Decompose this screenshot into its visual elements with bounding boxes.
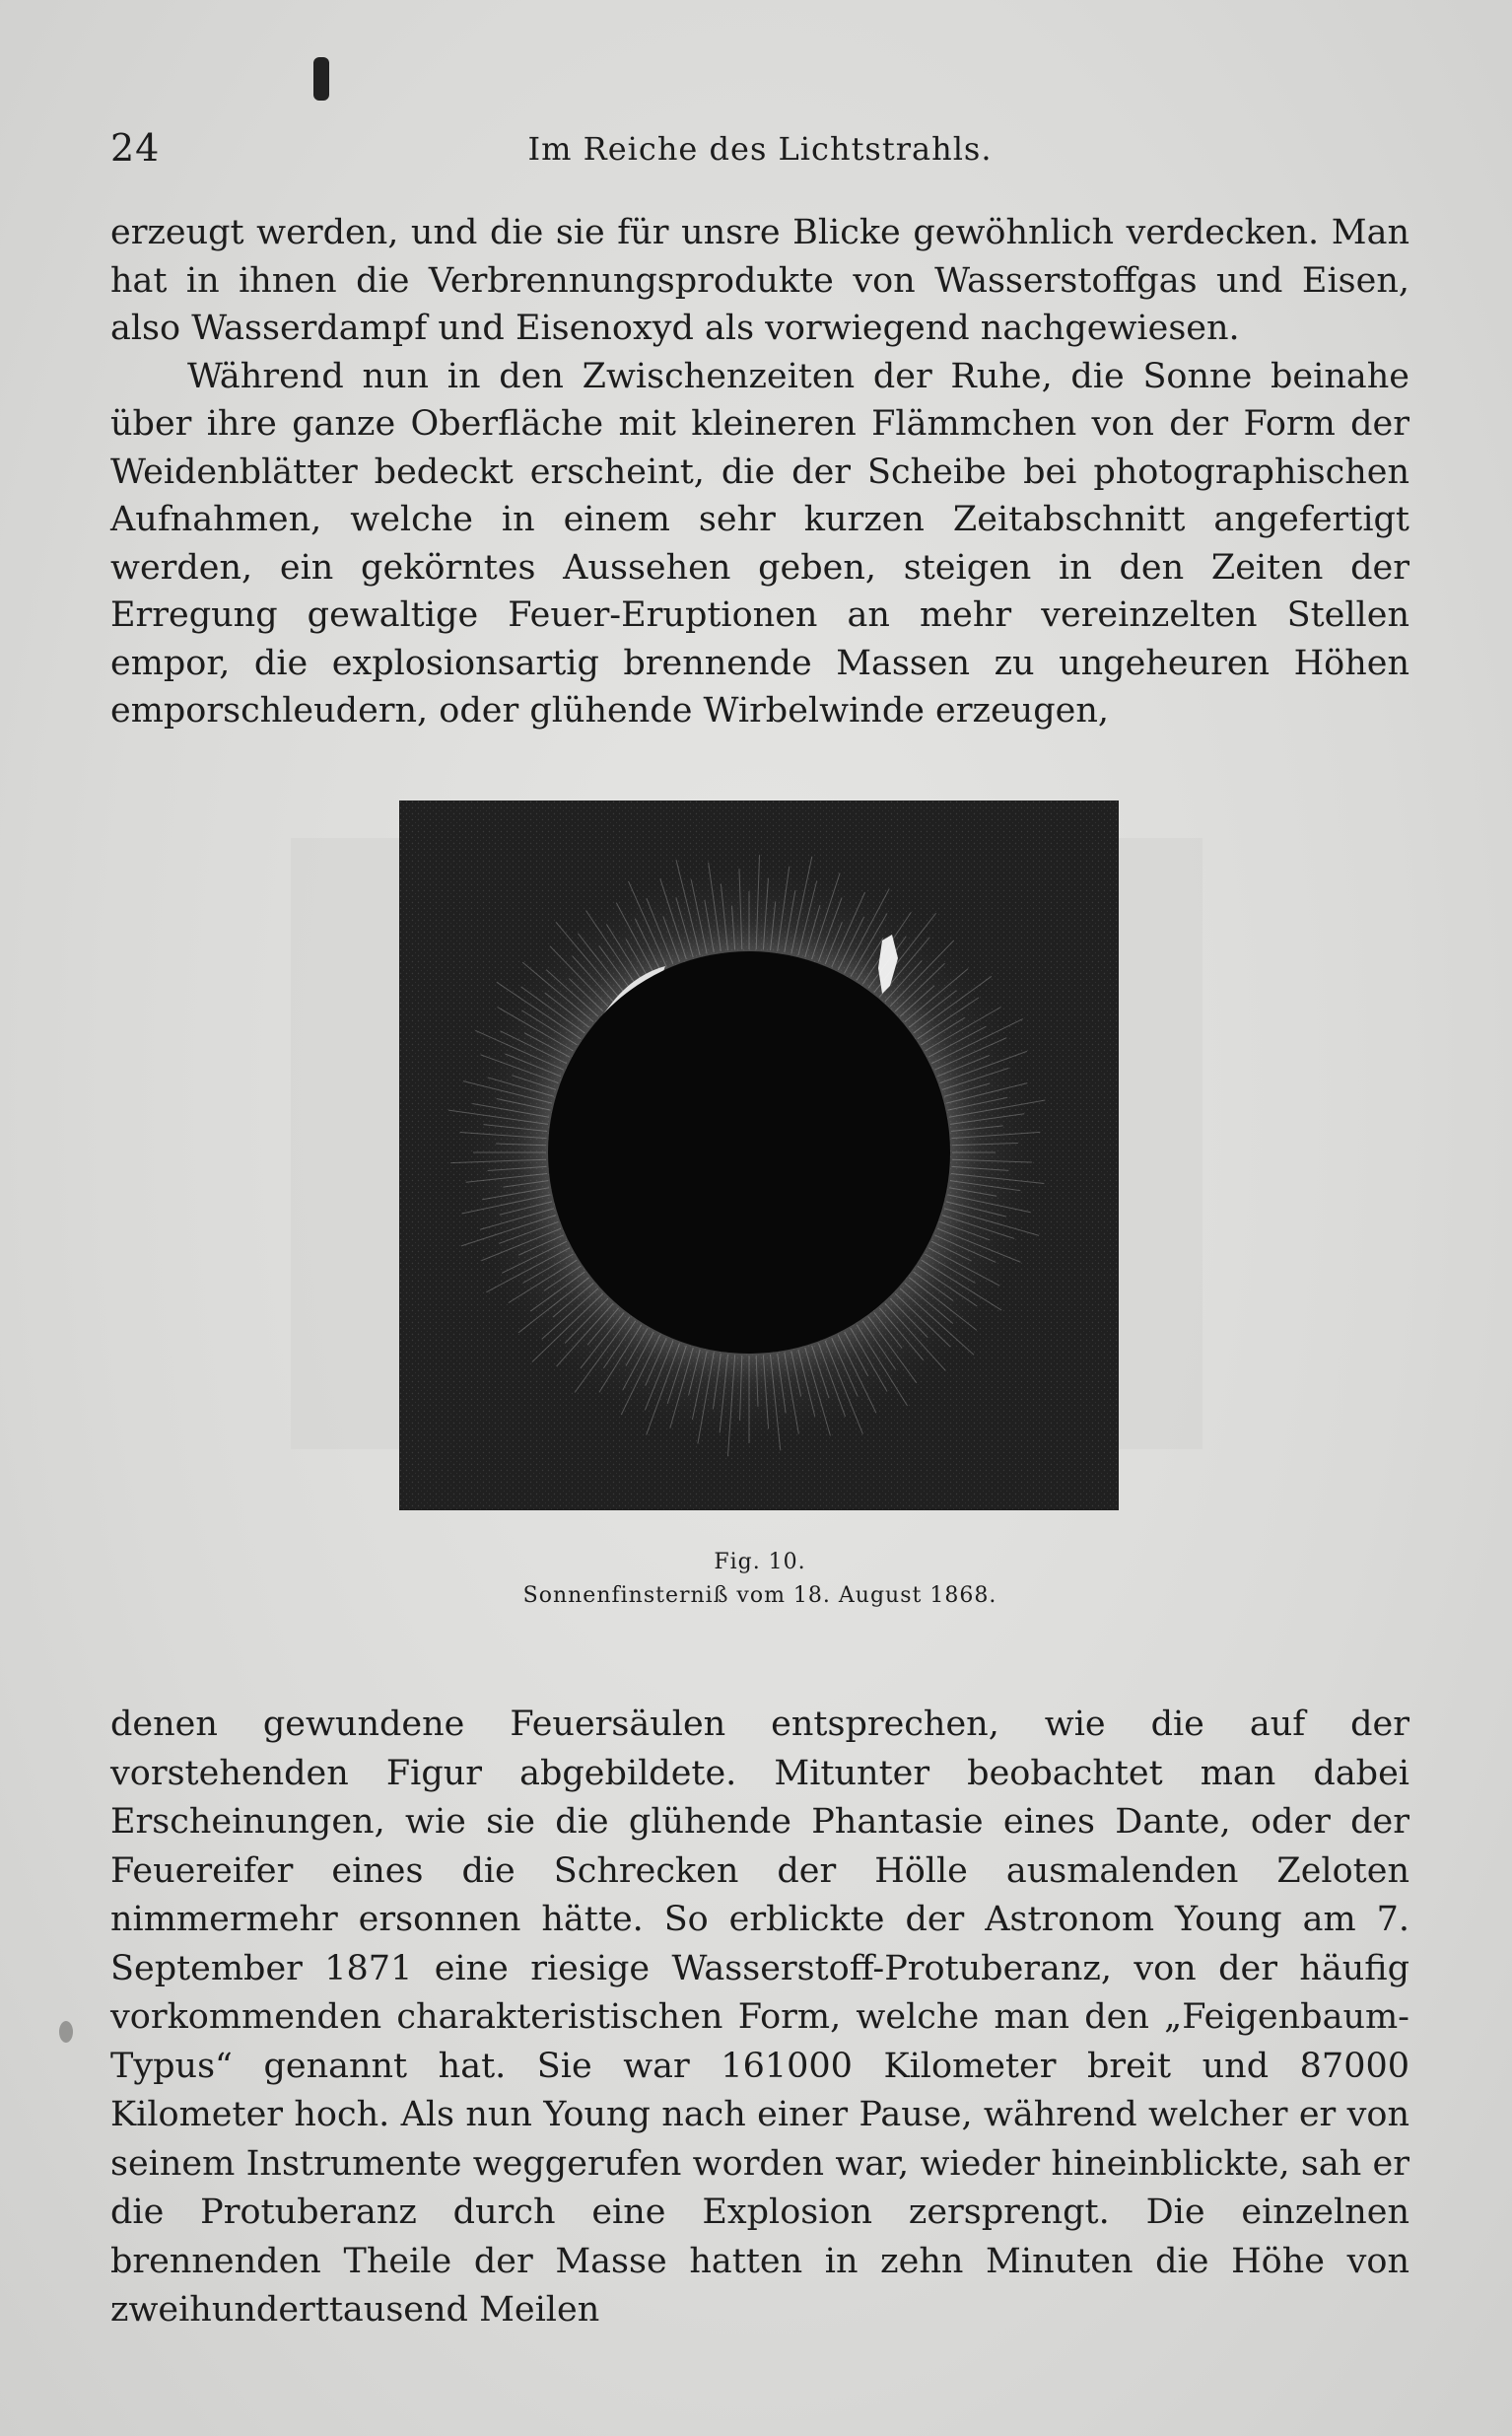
paragraph: erzeugt werden, und die sie für unsre Blicke gewöhnlich verdecken. Man hat in ihnen die Verbrennungsprodukte von Wasserstoffgas und Eisen, also Wasserdampf und Eisenoxyd als vorwiegend nachgewiesen. [110,213,1409,348]
figure-caption: Sonnenfinsterniß vom 18. August 1868. [522,1583,997,1608]
body-text-top [110,209,1409,735]
running-title: Im Reiche des Lichtstrahls. [527,130,993,168]
moon-disk [548,951,950,1354]
paragraph: denen gewundene Feuersäulen entsprechen, wie die auf der vorstehenden Figur abgebildete. Mitunter beobachtet man dabei Erscheinungen, wie sie die glühende Phantasie eines Dante, oder der Feuereifer eines die Schrecken der Hölle ausmalenden Zeloten nimmermehr ersonnen hätte. So erblickte der Astronom Young am 7. September 1871 eine riesige Wasserstoff-Protuberanz, von der häufig vorkommenden charakteristischen Form, welche man den „Feigenbaum-Typus“ genannt hat. Sie war 161000 Kilometer breit und 87000 Kilometer hoch. Als nun Young nach einer Pause, während welcher er von seinem Instrumente weggerufen worden war, wieder hineinblickte, sah er die Protuberanz durch eine Explosion zersprengt. Die einzelnen brennenden Theile der Masse hatten in zehn Minuten die Höhe von zweihunderttausend Meilen [110,1705,1409,2330]
figure-label: Fig. 10. [714,1550,806,1574]
eclipse-figure [399,800,1119,1510]
paragraph: Während nun in den Zwischenzeiten der Ruhe, die Sonne beinahe über ihre ganze Oberfläche mit kleineren Flämmchen von der Form der Weidenblätter bedeckt erscheint, die der Scheibe bei photographischen Aufnahmen, welche in einem sehr kurzen Zeitabschnitt angefertigt werden, ein gekörntes Aussehen geben, steigen in den Zeiten der Erregung gewaltige Feuer-Eruptionen an mehr vereinzelten Stellen empor, die explosionsartig brennende Massen zu ungeheuren Höhen emporschleudern, oder glühende Wirbelwinde erzeugen, [110,356,1409,731]
print-blemish [59,2021,73,2043]
body-text-bottom [110,1701,1409,2335]
page-header [110,126,1409,185]
page-number: 24 [110,126,161,170]
print-blemish [313,57,329,101]
eclipse-illustration [399,800,1119,1510]
